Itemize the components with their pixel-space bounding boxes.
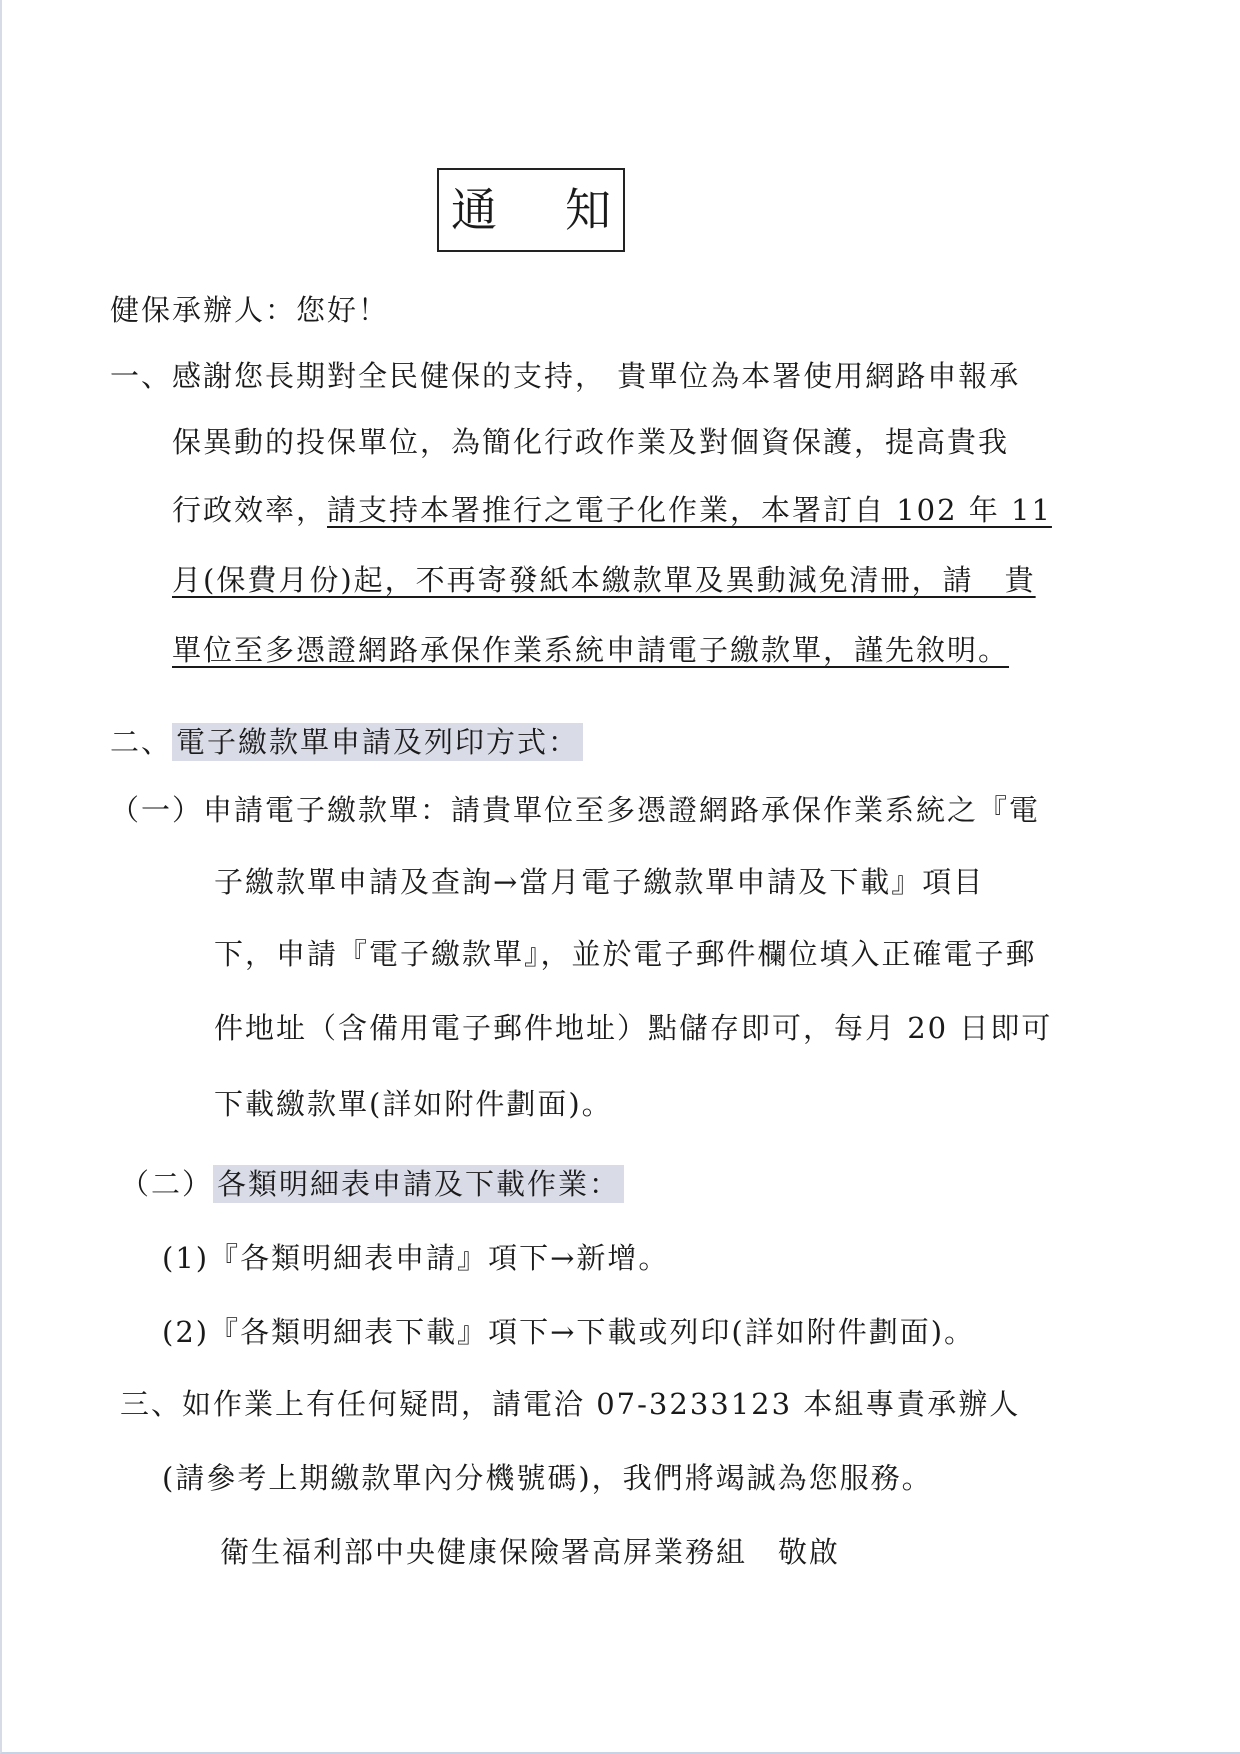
section2-sub1-line5: 下載繳款單(詳如附件劃面)。 [214,1087,613,1121]
section2-sub1-line2: 子繳款單申請及查詢→當月電子繳款單申請及下載』項目 [214,865,985,899]
section1-line3 [172,490,1052,530]
section2-sub1-line1: （一）申請電子繳款單：請貴單位至多憑證網路承保作業系統之『電 [110,793,1041,827]
title-char-1: 通 [451,183,497,237]
section2-sub2-prefix: （二） [120,1167,214,1201]
section1-line4: 月(保費月份)起，不再寄發紙本繳款單及異動減免清冊，請 貴 [172,563,1036,597]
title-char-2: 知 [565,183,611,237]
section2-prefix: 二、 [110,725,173,759]
section2-sub1-line4: 件地址（含備用電子郵件地址）點儲存即可，每月 20 日即可 [214,1011,1053,1045]
section2-sub1-line3: 下，申請『電子繳款單』，並於電子郵件欄位填入正確電子郵 [214,937,1037,971]
section2-sub2-heading: 各類明細表申請及下載作業： [213,1165,624,1203]
section2-heading: 電子繳款單申請及列印方式： [172,723,583,761]
section3-line1: 三、如作業上有任何疑問，請電洽 07-3233123 本組專責承辦人 [120,1387,1021,1421]
section1-line2: 保異動的投保單位，為簡化行政作業及對個資保護，提高貴我 [172,425,1010,459]
section3-line2: (請參考上期繳款單內分機號碼)，我們將竭誠為您服務。 [162,1461,933,1495]
section2-heading-line [110,722,583,762]
section2-sub2-heading-line [120,1164,624,1204]
section1-line3-plain: 行政效率， [172,493,328,527]
section1-line3-underlined: 請支持本署推行之電子化作業，本署訂自 102 年 11 [327,493,1052,527]
section1-line1: 一、感謝您長期對全民健保的支持， 貴單位為本署使用網路申報承 [110,359,1021,393]
section1-line5: 單位至多憑證網路承保作業系統申請電子繳款單，謹先敘明。 [172,633,1010,667]
document-title [437,168,625,252]
section2-sub2-item2: (2)『各類明細表下載』項下→下載或列印(詳如附件劃面)。 [162,1315,976,1349]
signature: 衛生福利部中央健康保險署高屏業務組 敬啟 [220,1535,841,1569]
greeting: 健保承辦人：您好！ [110,293,390,327]
section2-sub2-item1: (1)『各類明細表申請』項下→新增。 [162,1241,670,1275]
